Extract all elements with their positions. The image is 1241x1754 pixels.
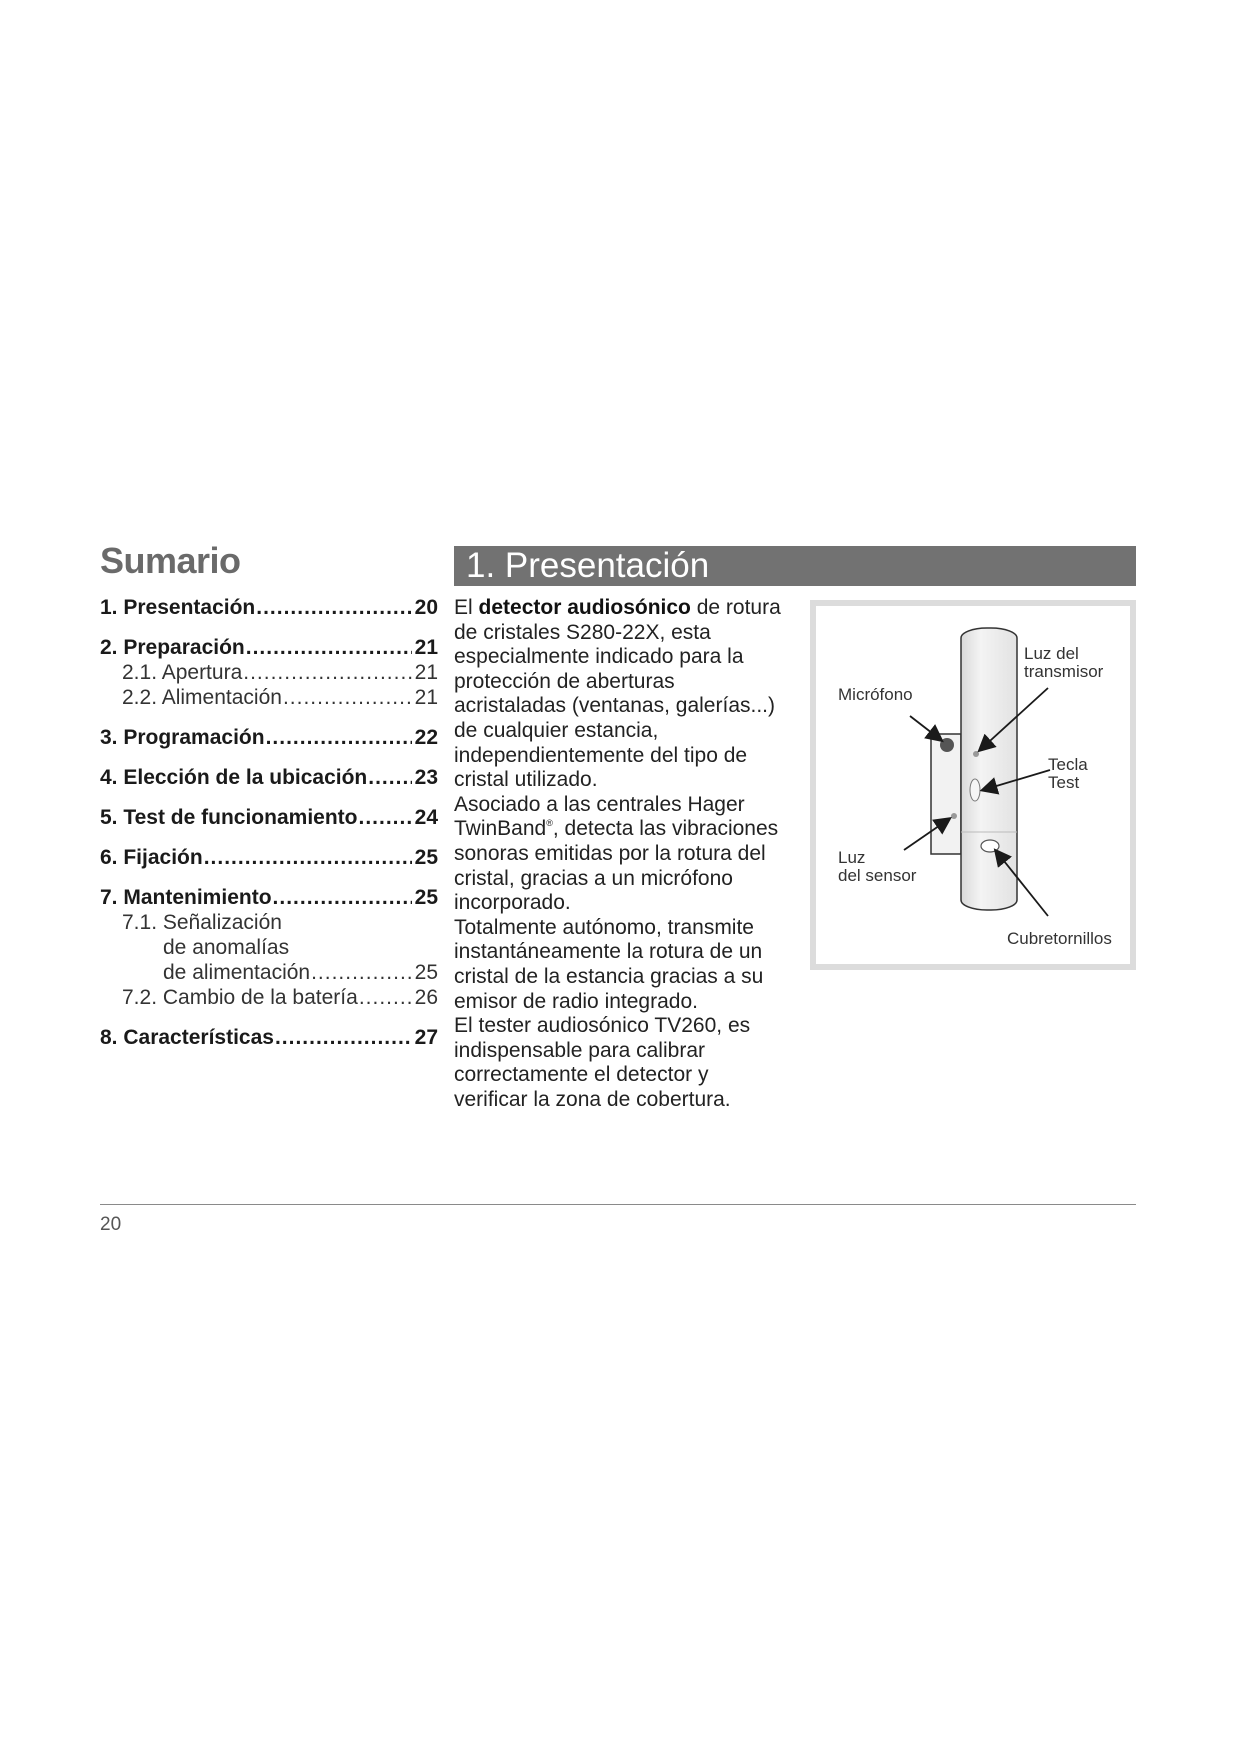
label-luz-sensor: Luz del sensor: [838, 848, 917, 885]
screw-cover: [981, 840, 999, 852]
toc-subentry[interactable]: de alimentación ..... 25: [100, 960, 438, 985]
bold-term: detector audiosónico: [478, 596, 691, 619]
toc-entry[interactable]: 1. Presentación ..... 20: [100, 595, 438, 620]
label-cubretornillos: Cubretornillos: [1007, 929, 1112, 948]
toc-entry[interactable]: 8. Características ..... 27: [100, 1025, 438, 1050]
microphone-dot: [940, 738, 954, 752]
transmitter-light: [973, 751, 979, 757]
arrow-microphone: [910, 716, 941, 740]
toc-entry[interactable]: 3. Programación ..... 22: [100, 725, 438, 750]
toc-entry[interactable]: 6. Fijación ..... 25: [100, 845, 438, 870]
registered-mark: ®: [546, 818, 553, 829]
label-luz-transmisor: Luz del transmisor: [1024, 644, 1104, 681]
toc-subentry[interactable]: 2.1. Apertura ..... 21: [100, 660, 438, 685]
toc-entry[interactable]: 5. Test de funcionamiento ..... 24: [100, 805, 438, 830]
toc-subentry[interactable]: 2.2. Alimentación ..... 21: [100, 685, 438, 710]
toc-title: Sumario: [100, 540, 241, 581]
sensor-light: [951, 813, 957, 819]
section-body: [454, 596, 784, 1112]
toc-subentry[interactable]: 7.2. Cambio de la batería ..... 26: [100, 985, 438, 1010]
toc-subentry-line[interactable]: 7.1. Señalización: [122, 911, 282, 934]
paragraph: Totalmente autónomo, transmite instantáneamente la rotura de un cristal de la estancia gracias a su emisor de radio integrado.: [454, 915, 764, 1013]
footer-rule: [100, 1204, 1136, 1205]
paragraph: Asociado a las centrales Hager TwinBand®, detecta las vibraciones sonoras emitidas por la rotura del cristal, gracias a un micrófono incorporado.: [454, 792, 779, 915]
detector-diagram: [810, 600, 1136, 970]
toc-subentry-line[interactable]: de anomalías: [163, 936, 290, 959]
table-of-contents: [100, 595, 438, 1050]
section-heading: 1. Presentación: [454, 546, 1136, 586]
page-number: 20: [100, 1214, 122, 1235]
test-key: [970, 779, 980, 801]
side-bracket: [931, 734, 961, 854]
label-tecla-test: Tecla Test: [1048, 755, 1088, 792]
paragraph: El detector audiosónico de rotura de cristales S280-22X, esta especialmente indicado para la protección de aberturas acristaladas (ventanas, galerías...) de cualquier estancia, independientemente del tipo de cristal utilizado.: [454, 596, 781, 792]
label-microfono: Micrófono: [838, 685, 913, 704]
toc-entry[interactable]: 4. Elección de la ubicación ..... 23: [100, 765, 438, 790]
toc-entry[interactable]: 7. Mantenimiento ..... 25: [100, 885, 438, 910]
paragraph: El tester audiosónico TV260, es indispensable para calibrar correctamente el detector y verificar la zona de cobertura.: [454, 1014, 751, 1111]
toc-entry[interactable]: 2. Preparación ..... 21: [100, 635, 438, 660]
